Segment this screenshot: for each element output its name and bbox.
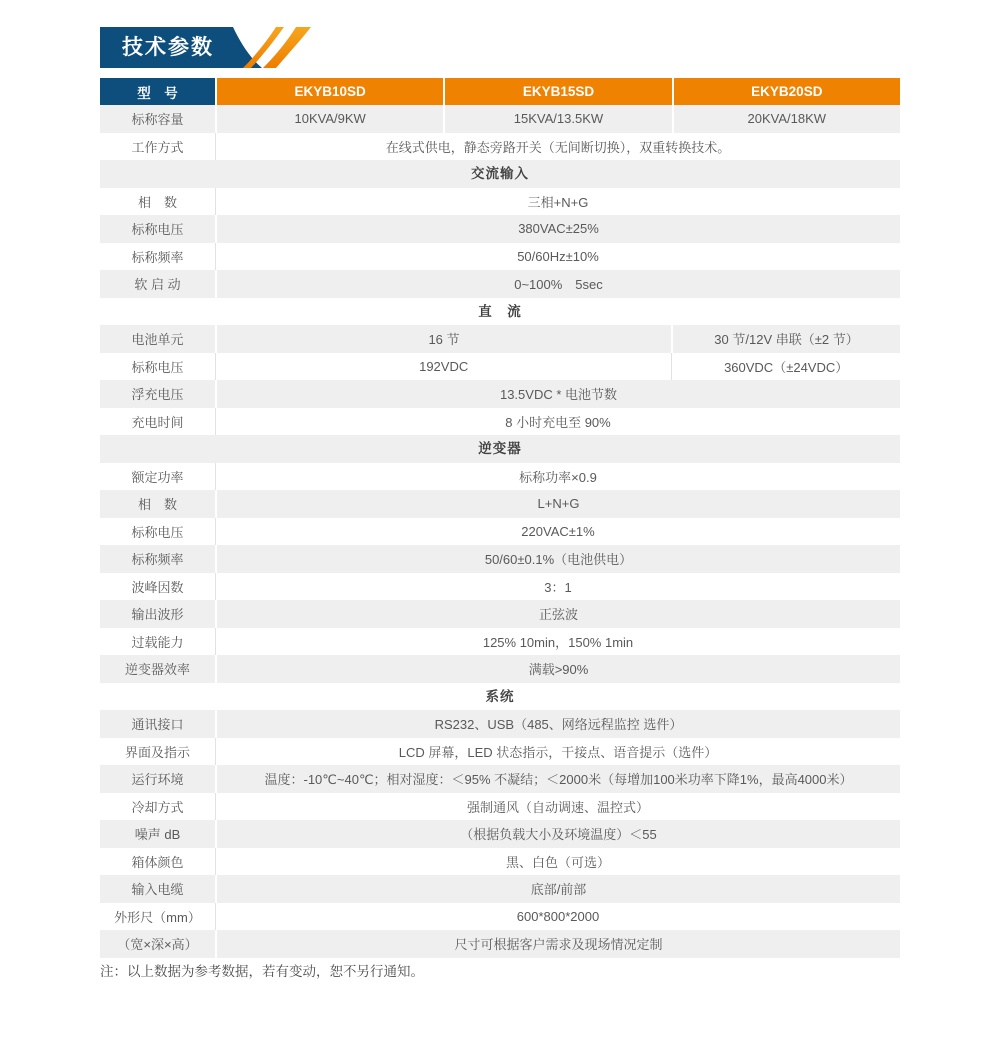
spec-value: 0~100% 5sec [215,270,900,298]
spec-label: 电池单元 [131,332,184,348]
spec-value: 30 节/12V 串联（±2 节） [671,325,900,353]
section-title: 直 流 [478,303,522,319]
spec-label: 额定功率 [131,469,184,485]
spec-value: 底部/前部 [215,875,900,903]
spec-row [100,793,900,821]
spec-row [100,765,900,793]
spec-label: 运行环境 [131,772,184,788]
spec-value: RS232、USB（485、网络远程监控 选件） [215,710,900,738]
spec-value: 三相+N+G [215,188,900,216]
spec-value: L+N+G [215,490,900,518]
spec-label: 界面及指示 [124,744,190,760]
spec-row [100,463,900,491]
spec-value: 50/60Hz±10% [215,243,900,271]
spec-row [100,270,900,298]
spec-label: 输入电缆 [131,882,184,898]
spec-row [100,215,900,243]
model-header-ekyb20sd: EKYB20SD [672,78,900,105]
spec-row [100,133,900,161]
spec-value: 360VDC（±24VDC） [671,353,900,381]
spec-label: （宽×深×高） [117,937,198,953]
spec-value: 温度：-10℃~40℃；相对湿度：＜95% 不凝结；＜2000米（每增加100米功率下降1%，最高4000米） [215,765,900,793]
spec-label: 标称电压 [131,222,184,238]
spec-label: 箱体颜色 [131,854,184,870]
spec-value: 3：1 [215,573,900,601]
banner-swoosh-large-icon [263,27,311,68]
spec-value: 380VAC±25% [215,215,900,243]
footnote: 注：以上数据为参考数据，若有变动，恕不另行通知。 [100,964,424,979]
model-header-ekyb15sd: EKYB15SD [443,78,671,105]
spec-label: 工作方式 [131,139,184,155]
spec-value: 黒、白色（可选） [215,848,900,876]
section-title: 逆变器 [478,441,522,456]
spec-value: 50/60±0.1%（电池供电） [215,545,900,573]
spec-value: 220VAC±1% [215,518,900,546]
spec-value: 125% 10min，150% 1min [215,628,900,656]
spec-label: 冷却方式 [131,799,184,815]
spec-label: 软 启 动 [134,277,181,293]
spec-value: 8 小时充电至 90% [215,408,900,436]
spec-label: 波峰因数 [131,579,184,595]
table-header-row [100,78,900,105]
spec-row [100,545,900,573]
spec-row [100,243,900,271]
spec-label: 噪声 dB [134,827,181,843]
spec-row [100,490,900,518]
spec-row [100,710,900,738]
spec-value: LCD 屏幕，LED 状态指示，干接点、语音提示（选件） [215,738,900,766]
spec-row [100,628,900,656]
spec-label: 标称频率 [131,249,184,265]
spec-table [100,78,900,958]
spec-label: 相 数 [137,497,177,513]
spec-row [100,738,900,766]
page-title: 技术参数 [122,36,214,59]
spec-label: 标称容量 [131,112,184,128]
spec-row [100,848,900,876]
spec-label: 外形尺（mm） [114,909,201,925]
model-header-ekyb10sd: EKYB10SD [215,78,443,105]
spec-row [100,188,900,216]
spec-row [100,600,900,628]
spec-row [100,573,900,601]
table-body [100,105,900,958]
spec-value: 正弦波 [215,600,900,628]
section-title: 系统 [485,688,515,704]
spec-row [100,325,900,353]
section-header-row [100,435,900,463]
section-header-row [100,298,900,326]
spec-value: 20KVA/18KW [672,105,900,133]
spec-label: 标称电压 [131,359,184,375]
spec-label: 过载能力 [131,634,184,650]
spec-value: 15KVA/13.5KW [443,105,671,133]
spec-value: 10KVA/9KW [215,105,443,133]
section-header-row [100,160,900,188]
spec-value: 强制通风（自动调速、温控式） [215,793,900,821]
spec-value: 尺寸可根据客户需求及现场情况定制 [215,930,900,958]
section-title: 交流输入 [471,166,529,181]
spec-value: 16 节 [215,325,671,353]
spec-value: 满载>90% [215,655,900,683]
spec-label: 逆变器效率 [124,662,190,678]
model-header-label: 型 号 [100,78,215,105]
spec-row [100,518,900,546]
spec-row [100,930,900,958]
spec-row [100,903,900,931]
spec-row [100,380,900,408]
spec-value: 标称功率×0.9 [215,463,900,491]
section-banner [100,27,315,68]
spec-label: 标称频率 [131,552,184,568]
spec-value: （根据负载大小及环境温度）＜55 [215,820,900,848]
section-header-row [100,683,900,711]
spec-label: 充电时间 [131,414,184,430]
spec-label: 输出波形 [131,607,184,623]
spec-label: 浮充电压 [131,387,184,403]
spec-label: 通讯接口 [131,717,184,733]
spec-row [100,820,900,848]
spec-row [100,408,900,436]
spec-row [100,655,900,683]
spec-value: 13.5VDC * 电池节数 [215,380,900,408]
spec-value: 192VDC [215,353,671,381]
spec-label: 相 数 [137,194,177,210]
spec-row [100,105,900,133]
spec-label: 标称电压 [131,524,184,540]
spec-value: 在线式供电，静态旁路开关（无间断切换），双重转换技术。 [215,133,900,161]
spec-row [100,875,900,903]
spec-row [100,353,900,381]
spec-value: 600*800*2000 [215,903,900,931]
